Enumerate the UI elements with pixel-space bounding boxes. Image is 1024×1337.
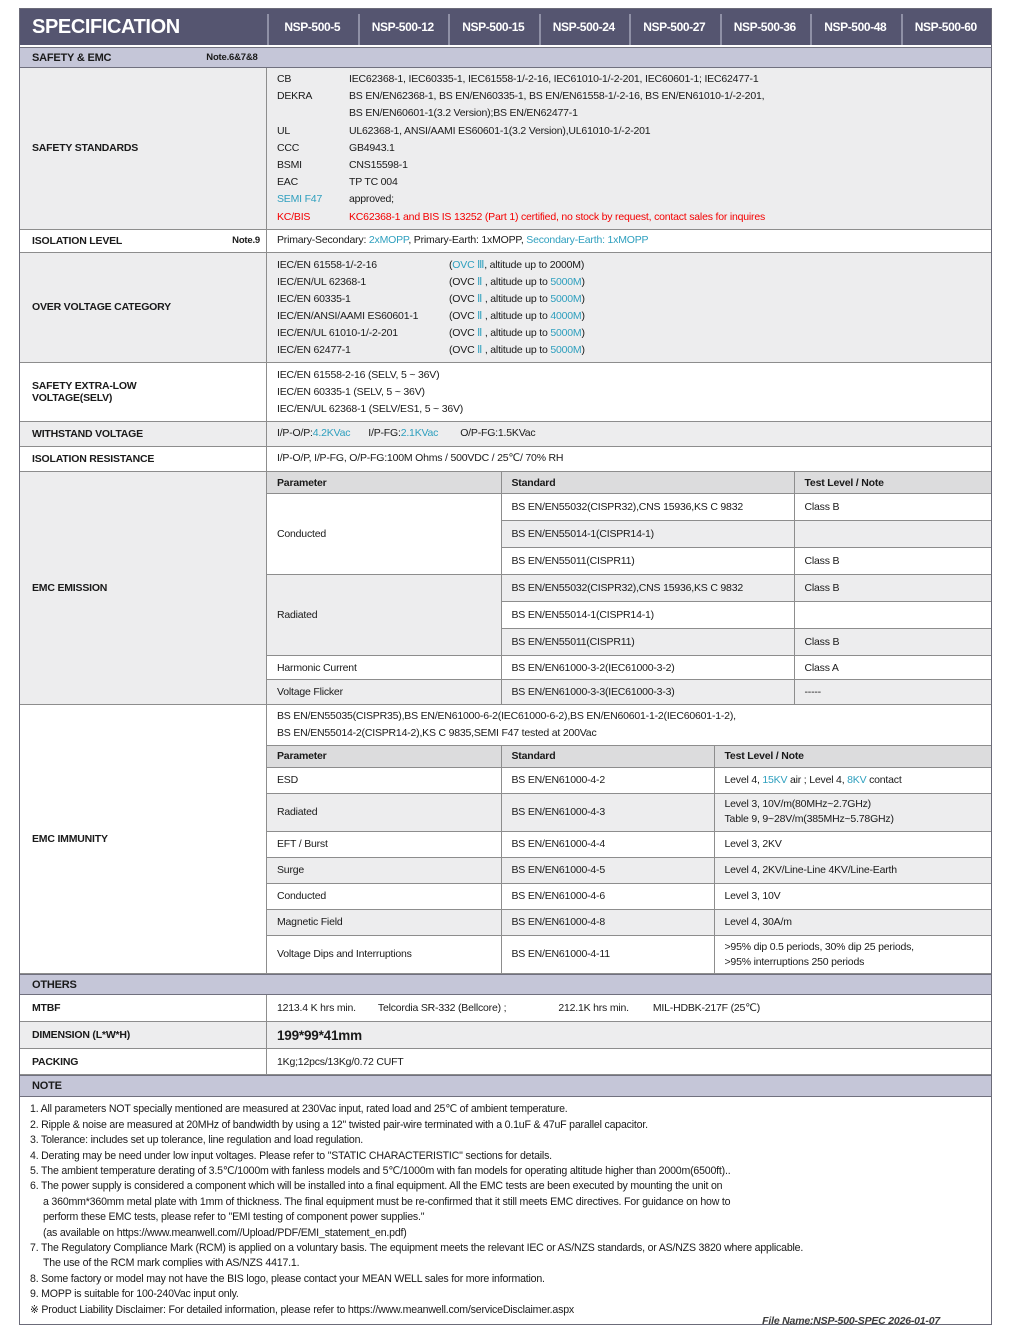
note-line-1: 1. All parameters NOT specially mentioned are measured at 230Vac input, rated load and 25℃ of ambient temperature. — [30, 1103, 568, 1116]
row-packing — [20, 1049, 991, 1075]
ovc-row: IEC/EN 62477-1 (OVC Ⅱ , altitude up to 5000M) — [277, 343, 585, 356]
immunity-row-radiated — [267, 793, 991, 831]
row-dimension — [20, 1022, 991, 1049]
immunity-test: Level 3, 2KV — [714, 831, 991, 857]
emission-test: Class B — [794, 548, 991, 575]
immunity-row-magnetic — [267, 909, 991, 935]
std-text-cb: IEC62368-1, IEC60335-1, IEC61558-1/-2-16, IEC61010-1/-2-201, IEC60601-1; IEC62477-1 — [349, 73, 759, 85]
model-col-nsp-500-24: NSP-500-24 — [539, 9, 630, 45]
packing-label: PACKING — [20, 1049, 267, 1074]
withstand-content — [267, 422, 991, 446]
emission-test — [794, 602, 991, 629]
emission-row-radiated-1 — [267, 575, 991, 602]
band-note-label: NOTE — [32, 1080, 62, 1093]
std-line-ccc — [277, 140, 985, 157]
note-line-5: 5. The ambient temperature derating of 3.5℃/1000m with fanless models and 5℃/1000m with fan models for operating altitude higher than 2000m(6500ft).. — [30, 1164, 731, 1177]
immunity-row-dips — [267, 935, 991, 973]
immunity-param: ESD — [267, 767, 501, 793]
band-others-label: OTHERS — [32, 978, 77, 991]
note-line-6c: perform these EMC tests, please refer to "EMI testing of component power supplies." — [43, 1211, 425, 1224]
isolation-resistance-text: I/P-O/P, I/P-FG, O/P-FG:100M Ohms / 500VDC / 25℃/ 70% RH — [277, 452, 564, 465]
std-line-dekra — [277, 88, 985, 105]
safety-standards-label: SAFETY STANDARDS — [20, 68, 267, 229]
emission-test — [794, 521, 991, 548]
std-text-dekra-2: BS EN/EN60601-1(3.2 Version);BS EN/EN62477-1 — [349, 107, 578, 120]
std-text-dekra: BS EN/EN62368-1, BS EN/EN60335-1, BS EN/EN61558-1/-2-16, BS EN/EN61010-1/-2-201, — [349, 90, 765, 103]
immunity-test: Level 4, 2KV/Line-Line 4KV/Line-Earth — [714, 857, 991, 883]
model-col-nsp-500-48: NSP-500-48 — [810, 9, 901, 45]
emc-immunity-table — [267, 745, 991, 974]
model-col-nsp-500-36: NSP-500-36 — [720, 9, 811, 45]
row-emc-emission — [20, 472, 991, 705]
emission-head-row — [267, 472, 991, 494]
immunity-param: Conducted — [267, 883, 501, 909]
emission-row-harmonic — [267, 656, 991, 680]
model-col-nsp-500-15: NSP-500-15 — [448, 9, 539, 45]
band-note — [20, 1075, 991, 1097]
band-safety-emc-label: SAFETY & EMC — [32, 51, 112, 64]
ovc-row: IEC/EN 61558-1/-2-16 (OVC Ⅲ, altitude up to 2000M) — [277, 258, 585, 271]
std-line-cb — [277, 71, 985, 88]
row-withstand-voltage — [20, 422, 991, 447]
note-line-9: 9. MOPP is suitable for 100-240Vac input only. — [30, 1288, 239, 1301]
emc-emission-table — [267, 472, 991, 704]
std-line-eac — [277, 174, 985, 191]
row-emc-immunity — [20, 705, 991, 975]
emission-test: ----- — [794, 680, 991, 704]
note-line-8: 8. Some factory or model may not have the BIS logo, please contact your MEAN WELL sales for more information. — [30, 1272, 545, 1285]
immunity-head-standard: Standard — [501, 745, 714, 767]
ovc-row: IEC/EN/ANSI/AAMI ES60601-1 (OVC Ⅱ , altitude up to 4000M) — [277, 309, 585, 322]
std-text-ccc: GB4943.1 — [349, 141, 395, 154]
std-text-semi-f47: approved; — [349, 193, 394, 206]
agency-eac: EAC — [277, 176, 298, 189]
spec-document — [19, 8, 992, 1325]
agency-bsmi: BSMI — [277, 159, 302, 172]
file-name-footer: File Name:NSP-500-SPEC 2026-01-07 — [762, 1315, 940, 1327]
model-col-nsp-500-12: NSP-500-12 — [358, 9, 449, 45]
emission-std: BS EN/EN61000-3-3(IEC61000-3-3) — [501, 680, 794, 704]
emission-row-conducted-1 — [267, 494, 991, 521]
immunity-std: BS EN/EN61000-4-11 — [501, 935, 714, 973]
emission-std: BS EN/EN55011(CISPR11) — [501, 548, 794, 575]
immunity-std: BS EN/EN61000-4-3 — [501, 793, 714, 831]
row-isolation-level — [20, 230, 991, 253]
withstand-text: I/P-O/P:4.2KVac I/P-FG:2.1KVac O/P-FG:1.5KVac — [277, 427, 536, 440]
immunity-test: Level 4, 15KV air ; Level 4, 8KV contact — [714, 767, 991, 793]
agency-kc-bis: KC/BIS — [277, 210, 311, 223]
mtbf-label: MTBF — [20, 995, 267, 1021]
emc-emission-label: EMC EMISSION — [20, 472, 267, 704]
emission-head-parameter: Parameter — [267, 472, 501, 494]
immunity-std: BS EN/EN61000-4-4 — [501, 831, 714, 857]
immunity-std: BS EN/EN61000-4-6 — [501, 883, 714, 909]
std-line-dekra-2 — [277, 105, 985, 122]
emission-std: BS EN/EN55032(CISPR32),CNS 15936,KS C 9832 — [501, 575, 794, 602]
immunity-intro-line: BS EN/EN55035(CISPR35),BS EN/EN61000-6-2(IEC61000-6-2),BS EN/EN60601-1-2(IEC60601-1-2), — [277, 709, 736, 722]
emission-test: Class B — [794, 575, 991, 602]
model-col-nsp-500-27: NSP-500-27 — [629, 9, 720, 45]
row-mtbf — [20, 995, 991, 1022]
immunity-head-row — [267, 745, 991, 767]
emission-std: BS EN/EN55032(CISPR32),CNS 15936,KS C 9832 — [501, 494, 794, 521]
std-line-ul — [277, 123, 985, 140]
immunity-row-esd — [267, 767, 991, 793]
std-line-bsmi — [277, 157, 985, 174]
immunity-param: EFT / Burst — [267, 831, 501, 857]
row-over-voltage-category — [20, 253, 991, 363]
ovc-row: IEC/EN/UL 61010-1/-2-201 (OVC Ⅱ , altitude up to 5000M) — [277, 326, 585, 339]
model-col-nsp-500-60: NSP-500-60 — [901, 9, 992, 45]
emission-std: BS EN/EN61000-3-2(IEC61000-3-2) — [501, 656, 794, 680]
std-line-kc-bis — [277, 209, 985, 226]
notes-box — [20, 1097, 991, 1324]
isolation-level-text: Primary-Secondary: 2xMOPP, Primary-Earth: 1xMOPP, Secondary-Earth: 1xMOPP — [277, 234, 649, 247]
immunity-head-parameter: Parameter — [267, 745, 501, 767]
selv-line: IEC/EN/UL 62368-1 (SELV/ES1, 5 ~ 36V) — [277, 402, 464, 415]
immunity-head-test-level: Test Level / Note — [714, 745, 991, 767]
emission-test: Class B — [794, 494, 991, 521]
ovc-content — [267, 253, 991, 362]
selv-line: IEC/EN 61558-2-16 (SELV, 5 ~ 36V) — [277, 368, 440, 381]
agency-ul: UL — [277, 124, 291, 137]
mtbf-content — [267, 995, 991, 1021]
mtbf-hours: 1213.4 K hrs min. — [277, 1002, 356, 1015]
isolation-level-label: ISOLATION LEVEL Note.9 — [20, 230, 267, 252]
std-text-eac: TP TC 004 — [349, 176, 398, 189]
mtbf-telcordia: Telcordia SR-332 (Bellcore) ; — [377, 1002, 507, 1015]
row-safety-standards — [20, 68, 991, 230]
emission-std: BS EN/EN55014-1(CISPR14-1) — [501, 521, 794, 548]
dimension-value: 199*99*41mm — [277, 1027, 362, 1043]
emc-immunity-content — [267, 705, 991, 974]
agency-semi-f47: SEMI F47 — [277, 193, 323, 206]
immunity-std: BS EN/EN61000-4-5 — [501, 857, 714, 883]
mtbf-hours-2: 212.1K hrs min. — [558, 1002, 629, 1015]
emission-param-flicker: Voltage Flicker — [267, 680, 501, 704]
immunity-param: Voltage Dips and Interruptions — [267, 935, 501, 973]
emc-immunity-label: EMC IMMUNITY — [20, 705, 267, 974]
immunity-row-eft — [267, 831, 991, 857]
band-others — [20, 974, 991, 995]
row-selv — [20, 363, 991, 422]
emc-emission-table-wrap — [267, 472, 991, 704]
emission-std: BS EN/EN55011(CISPR11) — [501, 629, 794, 656]
note-line-7: 7. The Regulatory Compliance Mark (RCM) is applied on a voluntary basis. The equipment meets the relevant IEC or AS/NZS standards, or AS/NZS 3820 where applicable. — [30, 1241, 804, 1254]
immunity-test: >95% dip 0.5 periods, 30% dip 25 periods, >95% interruptions 250 periods — [714, 935, 991, 973]
note-line-disclaimer: ※ Product Liability Disclaimer: For detailed information, please refer to https://www.meanwell.com/serviceDisclaimer.aspx — [30, 1303, 575, 1316]
model-col-nsp-500-5: NSP-500-5 — [267, 9, 358, 45]
agency-ccc: CCC — [277, 141, 300, 154]
model-columns — [267, 9, 991, 45]
spec-title-cell — [20, 9, 267, 45]
emission-param-harmonic: Harmonic Current — [267, 656, 501, 680]
ovc-row: IEC/EN/UL 62368-1 (OVC Ⅱ , altitude up to 5000M) — [277, 275, 585, 288]
band-safety-emc-note: Note.6&7&8 — [206, 52, 258, 63]
isolation-level-content — [267, 230, 991, 252]
packing-value: 1Kg;12pcs/13Kg/0.72 CUFT — [277, 1055, 404, 1068]
immunity-std: BS EN/EN61000-4-2 — [501, 767, 714, 793]
isolation-resistance-label: ISOLATION RESISTANCE — [20, 447, 267, 471]
note-line-3: 3. Tolerance: includes set up tolerance, line regulation and load regulation. — [30, 1134, 364, 1147]
safety-standards-content — [267, 68, 991, 229]
immunity-row-conducted — [267, 883, 991, 909]
immunity-param: Surge — [267, 857, 501, 883]
emission-test: Class A — [794, 656, 991, 680]
page-title: SPECIFICATION — [32, 15, 180, 38]
dimension-content — [267, 1022, 991, 1048]
selv-line: IEC/EN 60335-1 (SELV, 5 ~ 36V) — [277, 385, 425, 398]
immunity-test: Level 4, 30A/m — [714, 909, 991, 935]
immunity-std: BS EN/EN61000-4-8 — [501, 909, 714, 935]
agency-blank — [277, 105, 349, 122]
note-line-2: 2. Ripple & noise are measured at 20MHz of bandwidth by using a 12" twisted pair-wire terminated with a 0.1uF & 47uF parallel capacitor. — [30, 1118, 648, 1131]
immunity-row-surge — [267, 857, 991, 883]
immunity-test: Level 3, 10V — [714, 883, 991, 909]
emission-head-test-level: Test Level / Note — [794, 472, 991, 494]
std-text-kc-bis: KC62368-1 and BIS IS 13252 (Part 1) certified, no stock by request, contact sales for inquires — [349, 210, 766, 223]
ovc-label: OVER VOLTAGE CATEGORY — [20, 253, 267, 362]
agency-cb: CB — [277, 73, 292, 85]
selv-label: SAFETY EXTRA-LOW VOLTAGE(SELV) — [20, 363, 267, 421]
withstand-label: WITHSTAND VOLTAGE — [20, 422, 267, 446]
immunity-param: Magnetic Field — [267, 909, 501, 935]
emission-std: BS EN/EN55014-1(CISPR14-1) — [501, 602, 794, 629]
immunity-test: Level 3, 10V/m(80MHz~2.7GHz) Table 9, 9~28V/m(385MHz~5.78GHz) — [714, 793, 991, 831]
emission-test: Class B — [794, 629, 991, 656]
isolation-level-note: Note.9 — [232, 234, 260, 246]
immunity-intro-line: BS EN/EN55014-2(CISPR14-2),KS C 9835,SEMI F47 tested at 200Vac — [277, 726, 597, 739]
emission-param-radiated: Radiated — [267, 575, 501, 656]
packing-content — [267, 1049, 991, 1074]
note-line-4: 4. Derating may be need under low input voltages. Please refer to "STATIC CHARACTERISTIC" sections for details. — [30, 1149, 552, 1162]
note-line-6b: a 360mm*360mm metal plate with 1mm of thickness. The final equipment must be re-confirmed that it still meets EMC directives. For guidance on how to — [43, 1195, 731, 1208]
mtbf-milhdbk: MIL-HDBK-217F (25℃) — [652, 1002, 761, 1015]
header-row — [20, 9, 991, 47]
emission-head-standard: Standard — [501, 472, 794, 494]
note-line-7b: The use of the RCM mark complies with AS/NZS 4417.1. — [43, 1257, 300, 1270]
std-line-semi-f47 — [277, 191, 985, 208]
band-safety-emc — [20, 47, 991, 68]
note-line-6: 6. The power supply is considered a component which will be installed into a final equipment. All the EMC tests are been executed by mounting the unit on — [30, 1180, 723, 1193]
isolation-resistance-content — [267, 447, 991, 471]
emission-param-conducted: Conducted — [267, 494, 501, 575]
dimension-label: DIMENSION (L*W*H) — [20, 1022, 267, 1048]
immunity-param: Radiated — [267, 793, 501, 831]
row-isolation-resistance — [20, 447, 991, 472]
selv-content — [267, 363, 991, 421]
note-line-6d: (as available on https://www.meanwell.com//Upload/PDF/EMI_statement_en.pdf) — [43, 1226, 407, 1239]
std-text-ul: UL62368-1, ANSI/AAMI ES60601-1(3.2 Version),UL61010-1/-2-201 — [349, 124, 651, 137]
emission-row-flicker — [267, 680, 991, 704]
std-text-bsmi: CNS15598-1 — [349, 159, 408, 172]
agency-dekra: DEKRA — [277, 90, 313, 103]
emc-immunity-intro — [267, 705, 991, 745]
ovc-row: IEC/EN 60335-1 (OVC Ⅱ , altitude up to 5000M) — [277, 292, 585, 305]
